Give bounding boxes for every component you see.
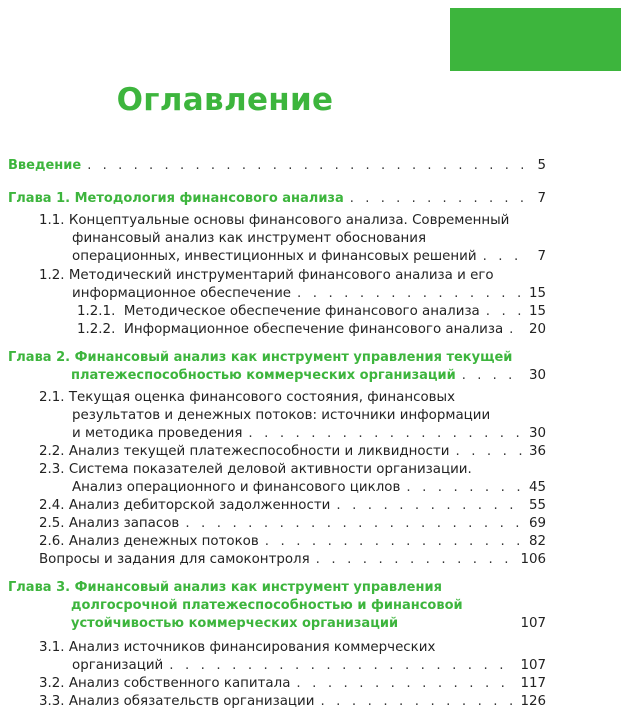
toc-section-2-1-cont bbox=[72, 404, 490, 424]
section-number: 1.2. bbox=[39, 268, 65, 283]
dot-leader bbox=[462, 367, 523, 384]
toc-section-2-1[interactable] bbox=[39, 386, 455, 406]
section-title-line: финансовый анализ как инструмент обоснования bbox=[72, 231, 427, 246]
section-page: 82 bbox=[528, 534, 546, 549]
toc-chapter-3-end[interactable] bbox=[71, 612, 546, 632]
section-title: Анализ обязательств организации bbox=[68, 694, 315, 709]
section-title: Анализ дебиторской задолженности bbox=[68, 498, 331, 513]
toc-review-questions[interactable] bbox=[39, 548, 546, 568]
toc-section-3-1[interactable] bbox=[39, 636, 435, 656]
chapter-title: Глава 1. Методология финансового анализа bbox=[8, 191, 344, 206]
section-page: 45 bbox=[528, 480, 546, 495]
chapter-page: 30 bbox=[528, 368, 546, 383]
dot-leader bbox=[483, 248, 532, 265]
subsection-number: 1.2.2. bbox=[77, 322, 116, 337]
chapter-title-line: долгосрочной платежеспособностью и финансовой bbox=[71, 598, 463, 613]
toc-section-2-3[interactable] bbox=[39, 458, 472, 478]
section-number: 3.3. bbox=[39, 694, 65, 709]
section-number: 2.4. bbox=[39, 498, 65, 513]
section-title-line: и методика проведения bbox=[72, 426, 243, 441]
toc-section-2-3-end[interactable] bbox=[72, 476, 546, 496]
chapter-title-line: устойчивостью коммерческих организаций bbox=[71, 616, 399, 631]
section-title: Вопросы и задания для самоконтроля bbox=[39, 552, 310, 567]
subsection-number: 1.2.1. bbox=[77, 304, 116, 319]
section-page: 107 bbox=[520, 658, 546, 673]
dot-leader bbox=[350, 190, 532, 207]
dot-leader bbox=[320, 693, 514, 710]
toc-subsection-1-2-1[interactable] bbox=[77, 300, 546, 320]
section-number: 2.1. bbox=[39, 390, 65, 405]
section-number: 2.5. bbox=[39, 516, 65, 531]
dot-leader bbox=[509, 321, 523, 338]
subsection-title: Информационное обеспечение финансового анализа bbox=[123, 322, 504, 337]
section-title-line: организаций bbox=[72, 658, 164, 673]
dot-leader bbox=[316, 551, 515, 568]
section-page: 106 bbox=[520, 552, 546, 567]
toc-subsection-1-2-2[interactable] bbox=[77, 318, 546, 338]
toc-section-1-2-end[interactable] bbox=[72, 282, 546, 302]
chapter-title-line: платежеспособностью коммерческих организаций bbox=[71, 368, 456, 383]
toc-chapter-1[interactable] bbox=[8, 187, 546, 207]
section-number: 1.1. bbox=[39, 213, 65, 228]
section-title-line: операционных, инвестиционных и финансовых решений bbox=[72, 249, 477, 264]
section-number: 3.2. bbox=[39, 676, 65, 691]
toc-section-2-2[interactable] bbox=[39, 440, 546, 460]
subsection-title: Методическое обеспечение финансового анализа bbox=[123, 304, 480, 319]
section-page: 69 bbox=[528, 516, 546, 531]
section-number: 2.6. bbox=[39, 534, 65, 549]
section-title: Анализ денежных потоков bbox=[68, 534, 259, 549]
toc-section-1-1-cont bbox=[72, 227, 426, 247]
toc-entry-label: Введение bbox=[8, 158, 82, 173]
section-title: Анализ собственного капитала bbox=[68, 676, 291, 691]
section-title-line: результатов и денежных потоков: источники информации bbox=[72, 408, 491, 423]
subsection-page: 20 bbox=[528, 322, 546, 337]
toc-entry-page: 5 bbox=[537, 158, 546, 173]
section-title-line: Анализ операционного и финансового циклов bbox=[72, 480, 401, 495]
section-title-line: Анализ источников финансирования коммерческих bbox=[68, 640, 436, 655]
toc-chapter-2[interactable] bbox=[8, 346, 512, 366]
section-page: 15 bbox=[528, 286, 546, 301]
toc-section-3-2[interactable] bbox=[39, 672, 546, 692]
section-title-line: информационное обеспечение bbox=[72, 286, 292, 301]
section-page: 126 bbox=[520, 694, 546, 709]
section-page: 117 bbox=[520, 676, 546, 691]
toc-entry-intro[interactable] bbox=[8, 154, 546, 174]
toc-chapter-3-cont bbox=[71, 594, 463, 614]
section-title-line: Система показателей деловой активности организации. bbox=[68, 462, 472, 477]
section-number: 3.1. bbox=[39, 640, 65, 655]
chapter-page: 107 bbox=[520, 616, 546, 631]
toc-section-1-1-end[interactable] bbox=[72, 245, 546, 265]
toc-chapter-2-end[interactable] bbox=[71, 364, 546, 384]
section-title-line: Методический инструментарий финансового анализа и его bbox=[68, 268, 494, 283]
subsection-page: 15 bbox=[528, 304, 546, 319]
toc-section-1-1[interactable] bbox=[39, 209, 509, 229]
toc-section-2-5[interactable] bbox=[39, 512, 546, 532]
section-page: 55 bbox=[528, 498, 546, 513]
toc-section-1-2[interactable] bbox=[39, 264, 494, 284]
section-number: 2.3. bbox=[39, 462, 65, 477]
toc-section-2-6[interactable] bbox=[39, 530, 546, 550]
section-page: 7 bbox=[537, 249, 546, 264]
section-title: Анализ запасов bbox=[68, 516, 180, 531]
toc-section-2-1-end[interactable] bbox=[72, 422, 546, 442]
section-page: 36 bbox=[528, 444, 546, 459]
section-title-line: Текущая оценка финансового состояния, финансовых bbox=[68, 390, 456, 405]
chapter-title-line: Глава 3. Финансовый анализ как инструмент управления bbox=[8, 580, 442, 595]
chapter-title-line: Глава 2. Финансовый анализ как инструмент управления текущей bbox=[8, 350, 513, 365]
section-page: 30 bbox=[528, 426, 546, 441]
toc-section-3-1-end[interactable] bbox=[72, 654, 546, 674]
section-number: 2.2. bbox=[39, 444, 65, 459]
toc-section-3-3[interactable] bbox=[39, 690, 546, 710]
chapter-page: 7 bbox=[537, 191, 546, 206]
dot-leader bbox=[87, 157, 531, 174]
page-title: Оглавление bbox=[116, 82, 334, 118]
toc-chapter-3[interactable] bbox=[8, 576, 442, 596]
section-title: Анализ текущей платежеспособности и ликвидности bbox=[68, 444, 450, 459]
section-title-line: Концептуальные основы финансового анализа. Современный bbox=[68, 213, 510, 228]
toc-section-2-4[interactable] bbox=[39, 494, 546, 514]
